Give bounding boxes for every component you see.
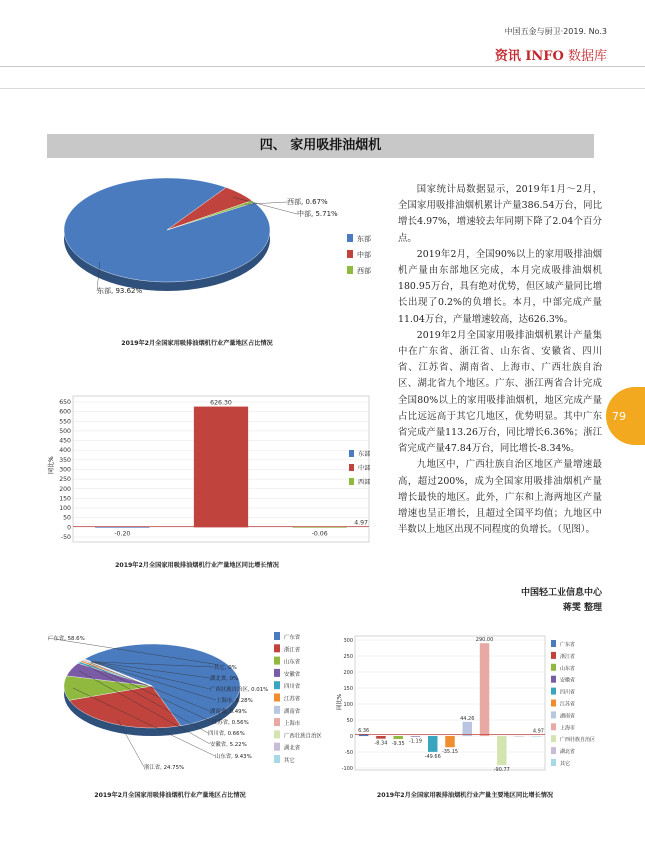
- legend-swatch: [551, 759, 556, 766]
- y-tick-label: 100: [59, 505, 71, 513]
- pie1-slices: [64, 178, 270, 291]
- bar-value-label: -0.20: [114, 530, 131, 538]
- pie1-legend: [347, 234, 371, 275]
- bar-广西壮族自治区: [497, 736, 507, 765]
- bar-上海市: [480, 643, 490, 736]
- legend-swatch: [551, 688, 556, 695]
- y-tick-label: 250: [343, 654, 353, 660]
- y-tick-label: 250: [59, 476, 71, 484]
- y-tick-label: -100: [341, 766, 353, 772]
- bar-value-label: -49.66: [424, 753, 441, 760]
- legend-swatch: [551, 711, 556, 718]
- legend-swatch: [551, 676, 556, 683]
- y-tick-label: 150: [59, 495, 71, 503]
- paragraph-2: 2019年2月，全国90%以上的家用吸排油烟机产量由东部地区完成，本月完成吸排油烟机180.95万台，具有绝对优势，但区域产量同比增长出现了0.2%的负增长。本月，中部完成产量11.04万台，产量增速较高，达626.3%。: [398, 248, 602, 325]
- legend-swatch: [274, 669, 280, 677]
- page-number: 79: [612, 410, 626, 423]
- legend-swatch: [274, 743, 280, 751]
- legend-swatch: [551, 735, 556, 742]
- legend-label: 东部: [357, 235, 371, 243]
- bar-东部: [95, 527, 149, 528]
- legend-label: 中部: [358, 465, 371, 472]
- legend-swatch: [274, 718, 280, 726]
- legend-swatch: [551, 652, 556, 659]
- legend-label: 江苏省: [284, 696, 301, 703]
- y-tick-label: 550: [59, 418, 71, 426]
- average-label: 4.97: [354, 519, 368, 527]
- legend-label: 安徽省: [560, 677, 576, 684]
- province-growth-bar-chart: [335, 628, 607, 778]
- paragraph-3: 2019年2月全国家用吸排油烟机累计产量集中在广东省、浙江省、山东省、安徽省、四川省、江苏省、湖南省、上海市、广西壮族自治区、湖北省九个地区。广东、浙江两省合计完成全国80%以上的家用吸排油烟机，地区完成产量占比远远高于其它几地区，优势明显。其中广东省完成产量113.26万台，同比增长6.36%；浙江省完成产量47.84万台，同比增长-8.34%。: [398, 329, 602, 455]
- region-share-pie-chart: [47, 168, 371, 328]
- legend-label: 江苏省: [560, 701, 576, 708]
- legend-label: 湖北省: [284, 745, 301, 752]
- bar-四川省: [428, 736, 438, 752]
- y-tick-label: 600: [59, 408, 71, 416]
- pie-label: 安徽省, 5.22%: [210, 742, 247, 748]
- y-tick-label: 200: [343, 670, 353, 676]
- legend-label: 山东省: [284, 659, 301, 666]
- legend-label: 四川省: [560, 689, 576, 696]
- legend-swatch: [274, 681, 280, 689]
- legend-label: 广西壮族自治区: [284, 733, 322, 740]
- bar-安徽省: [411, 736, 421, 737]
- bar-浙江省: [376, 736, 386, 739]
- bar4-legend: [551, 640, 595, 767]
- legend-swatch: [347, 250, 353, 258]
- y-tick-label: 500: [59, 427, 71, 435]
- signature-author: 蒋雯 整理: [562, 603, 602, 613]
- bar-湖北省: [514, 736, 524, 737]
- legend-label: 广东省: [284, 635, 301, 641]
- bar-value-label: -1.19: [408, 738, 422, 745]
- pie-label: 四川省, 0.66%: [208, 731, 245, 737]
- y-tick-label: 200: [59, 485, 71, 493]
- legend-swatch: [349, 478, 354, 485]
- legend-swatch: [274, 657, 280, 665]
- chart4-caption: 2019年2月全国家用吸排油烟机行业产量主要地区同比增长情况: [376, 792, 554, 799]
- signature-org: 中国轻工业信息中心: [520, 588, 602, 598]
- legend-label: 广西壮族自治区: [560, 737, 596, 744]
- legend-swatch: [551, 700, 556, 707]
- article-body: [398, 182, 602, 538]
- legend-label: 西部: [358, 479, 371, 486]
- legend-label: 山东省: [560, 665, 576, 672]
- pie-label: 上海市, 0.28%: [216, 698, 253, 704]
- y-tick-label: 300: [59, 466, 71, 474]
- bar-value-label: 6.36: [358, 727, 370, 734]
- y-tick-label: 350: [59, 456, 71, 464]
- y-tick-label: 50: [346, 718, 353, 724]
- bar-江苏省: [445, 736, 455, 747]
- pie-label: 湖北省, 0%: [210, 676, 239, 682]
- legend-label: 四川省: [284, 684, 301, 691]
- bar-西部: [293, 527, 347, 528]
- legend-label: 安徽省: [284, 671, 301, 678]
- bar-value-label: -8.34: [374, 740, 388, 747]
- pie-label: 江苏省, 0.56%: [212, 720, 249, 726]
- y-tick-label: -50: [60, 534, 71, 541]
- bar2-ylabel: 同比%: [48, 456, 55, 474]
- pie-label: 西部, 0.67%: [287, 198, 328, 206]
- section-suffix: 数据库: [563, 49, 607, 64]
- pie-label: 其它, 0%: [214, 665, 237, 671]
- chart1-caption: 2019年2月全国家用吸排油烟机行业产量地区占比情况: [121, 340, 273, 347]
- region-growth-bar-chart: [47, 392, 387, 552]
- legend-label: 西部: [357, 267, 371, 275]
- bar-value-label: 290.00: [475, 637, 494, 644]
- section-tag: [495, 45, 607, 64]
- legend-label: 浙江省: [284, 647, 301, 654]
- legend-swatch: [274, 706, 280, 714]
- bar-其它: [532, 736, 542, 737]
- y-tick-label: 400: [59, 447, 71, 455]
- bar-湖南省: [463, 722, 473, 736]
- legend-swatch: [274, 694, 280, 702]
- bar-value-label: -90.77: [493, 767, 510, 774]
- legend-label: 其它: [284, 758, 295, 764]
- legend-swatch: [349, 464, 354, 471]
- section-heading: 四、 家用吸排油烟机: [47, 134, 594, 158]
- y-tick-label: 650: [59, 399, 71, 406]
- bar-value-label: -9.35: [391, 740, 405, 747]
- legend-label: 湖南省: [284, 708, 301, 715]
- bar-山东省: [393, 736, 403, 739]
- province-share-pie-chart: [40, 628, 325, 778]
- pie-label: 中部, 5.71%: [297, 210, 338, 218]
- legend-label: 上海市: [560, 725, 576, 732]
- legend-swatch: [274, 644, 280, 652]
- bar4-ylabel: 同比%: [337, 693, 343, 710]
- legend-swatch: [274, 632, 280, 640]
- page-number-tab: [606, 387, 645, 445]
- pie-label: 广西壮族自治区, 0.01%: [210, 687, 269, 693]
- legend-label: 湖南省: [560, 713, 576, 720]
- pie3-legend: [274, 632, 322, 764]
- section-prefix: 资讯 INFO: [494, 49, 564, 64]
- legend-swatch: [551, 723, 556, 730]
- pie-label: 广东省, 58.6%: [48, 636, 85, 642]
- legend-swatch: [347, 234, 353, 242]
- bar-value-label: 44.26: [460, 715, 475, 722]
- page-divider: [0, 88, 645, 89]
- legend-swatch: [551, 640, 556, 647]
- bar-value-label: 626.30: [210, 399, 232, 407]
- legend-swatch: [551, 664, 556, 671]
- bar-value-label: -35.15: [441, 749, 459, 756]
- chart3-caption: 2019年2月全国家用吸排油烟机行业产量地区占比情况: [94, 792, 246, 799]
- paragraph-1: 国家统计局数据显示，2019年1月～2月，全国家用吸排油烟机累计产量386.54万台，同比增长4.97%，增速较去年同期下降了2.04个百分点。: [398, 184, 602, 244]
- header-divider: [0, 66, 645, 67]
- legend-label: 其它: [560, 761, 571, 767]
- legend-swatch: [349, 450, 354, 457]
- y-tick-label: 50: [63, 514, 71, 522]
- chart2-caption: 2019年2月全国家用吸排油烟机行业产量地区同比增长情况: [115, 562, 279, 569]
- legend-label: 湖北省: [560, 749, 576, 756]
- pie-label: 湖南省, 0.49%: [210, 709, 247, 715]
- legend-swatch: [551, 747, 556, 754]
- y-tick-label: 0: [67, 524, 71, 532]
- legend-swatch: [274, 755, 280, 763]
- pie-label: 浙江省, 24.75%: [144, 765, 185, 771]
- average-label: 4.97: [532, 728, 544, 735]
- bar2-legend: [349, 450, 370, 486]
- legend-label: 东部: [358, 451, 371, 458]
- legend-swatch: [347, 266, 353, 274]
- y-tick-label: 150: [343, 686, 353, 692]
- y-tick-label: 0: [349, 734, 353, 740]
- y-tick-label: 450: [59, 437, 71, 445]
- y-tick-label: 100: [343, 702, 353, 708]
- y-tick-label: -50: [344, 750, 353, 756]
- journal-header: 中国五金与厨卫·2019. No.3: [504, 27, 607, 36]
- legend-label: 上海市: [284, 721, 301, 728]
- y-tick-label: 300: [343, 638, 353, 644]
- pie-label: 山东省, 9.43%: [215, 754, 252, 760]
- bar-中部: [194, 407, 248, 528]
- legend-label: 浙江省: [560, 653, 576, 660]
- legend-swatch: [274, 730, 280, 738]
- pie-label: 东部, 93.62%: [97, 287, 143, 295]
- bar-value-label: -0.06: [311, 530, 328, 538]
- legend-label: 中部: [357, 251, 371, 259]
- paragraph-4: 九地区中，广西壮族自治区地区产量增速最高，超过200%，成为全国家用吸排油烟机产量增长最快的地区。此外，广东和上海两地区产量增速也呈正增长，且超过全国平均值；九地区中半数以上地区出现不同程度的负增长。（见图）。: [398, 459, 602, 536]
- legend-label: 广东省: [560, 642, 576, 648]
